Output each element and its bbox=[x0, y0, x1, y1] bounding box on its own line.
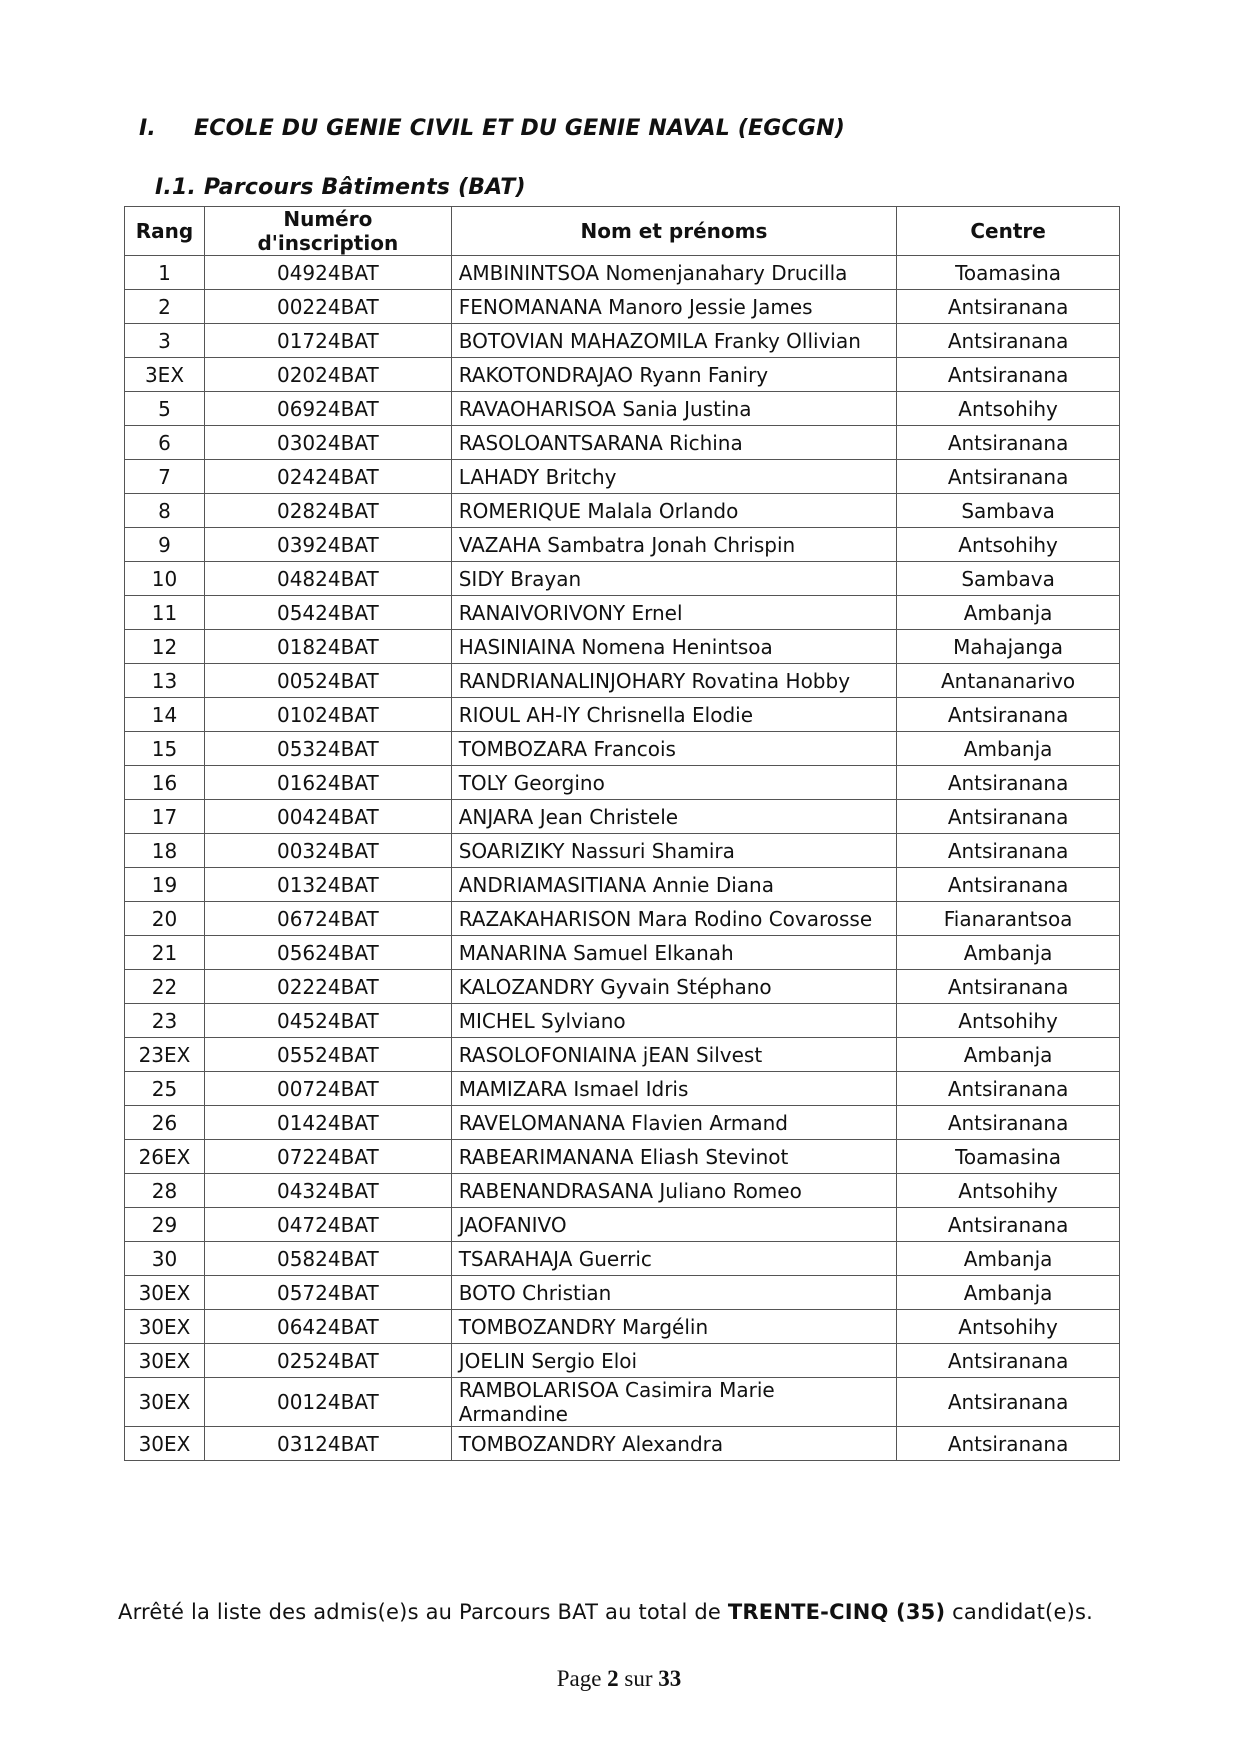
cell-rang: 1 bbox=[125, 256, 205, 290]
table-row bbox=[125, 324, 1120, 358]
table-row bbox=[125, 732, 1120, 766]
cell-numero-inscription: 04524BAT bbox=[204, 1004, 451, 1038]
cell-rang: 14 bbox=[125, 698, 205, 732]
cell-centre: Antsiranana bbox=[897, 834, 1120, 868]
cell-centre: Antsiranana bbox=[897, 358, 1120, 392]
table-row bbox=[125, 1208, 1120, 1242]
cell-nom-prenoms: RAVELOMANANA Flavien Armand bbox=[451, 1106, 896, 1140]
cell-centre: Toamasina bbox=[897, 1140, 1120, 1174]
cell-nom-prenoms: SOARIZIKY Nassuri Shamira bbox=[451, 834, 896, 868]
cell-nom-prenoms: RANAIVORIVONY Ernel bbox=[451, 596, 896, 630]
cell-numero-inscription: 03924BAT bbox=[204, 528, 451, 562]
table-row bbox=[125, 392, 1120, 426]
cell-centre: Antsiranana bbox=[897, 1106, 1120, 1140]
cell-numero-inscription: 01624BAT bbox=[204, 766, 451, 800]
section-heading bbox=[139, 116, 845, 141]
cell-centre: Antsohihy bbox=[897, 1004, 1120, 1038]
cell-rang: 25 bbox=[125, 1072, 205, 1106]
cell-nom-prenoms: TOMBOZANDRY Margélin bbox=[451, 1310, 896, 1344]
cell-nom-prenoms: TOMBOZARA Francois bbox=[451, 732, 896, 766]
table-row bbox=[125, 596, 1120, 630]
cell-numero-inscription: 06924BAT bbox=[204, 392, 451, 426]
cell-nom-prenoms: RAKOTONDRAJAO Ryann Faniry bbox=[451, 358, 896, 392]
page-number: 2 bbox=[607, 1666, 619, 1691]
cell-nom-prenoms: ROMERIQUE Malala Orlando bbox=[451, 494, 896, 528]
cell-nom-prenoms: RABEARIMANANA Eliash Stevinot bbox=[451, 1140, 896, 1174]
cell-nom-prenoms: FENOMANANA Manoro Jessie James bbox=[451, 290, 896, 324]
table-row bbox=[125, 1344, 1120, 1378]
cell-centre: Antsiranana bbox=[897, 1378, 1120, 1427]
table-row bbox=[125, 664, 1120, 698]
cell-rang: 30EX bbox=[125, 1344, 205, 1378]
cell-numero-inscription: 01024BAT bbox=[204, 698, 451, 732]
table-row bbox=[125, 766, 1120, 800]
cell-numero-inscription: 00124BAT bbox=[204, 1378, 451, 1427]
table-header-row bbox=[125, 207, 1120, 256]
cell-numero-inscription: 05524BAT bbox=[204, 1038, 451, 1072]
table-row bbox=[125, 528, 1120, 562]
cell-rang: 28 bbox=[125, 1174, 205, 1208]
cell-rang: 10 bbox=[125, 562, 205, 596]
cell-centre: Antsiranana bbox=[897, 1072, 1120, 1106]
cell-numero-inscription: 04324BAT bbox=[204, 1174, 451, 1208]
table-row bbox=[125, 698, 1120, 732]
cell-rang: 2 bbox=[125, 290, 205, 324]
cell-centre: Ambanja bbox=[897, 1242, 1120, 1276]
cell-rang: 13 bbox=[125, 664, 205, 698]
cell-numero-inscription: 02824BAT bbox=[204, 494, 451, 528]
table-row bbox=[125, 1004, 1120, 1038]
cell-nom-prenoms: HASINIAINA Nomena Henintsoa bbox=[451, 630, 896, 664]
page-footer bbox=[0, 1666, 1238, 1692]
cell-numero-inscription: 01824BAT bbox=[204, 630, 451, 664]
cell-rang: 19 bbox=[125, 868, 205, 902]
cell-rang: 30EX bbox=[125, 1276, 205, 1310]
cell-nom-prenoms: ANDRIAMASITIANA Annie Diana bbox=[451, 868, 896, 902]
cell-numero-inscription: 01424BAT bbox=[204, 1106, 451, 1140]
cell-nom-prenoms: TOLY Georgino bbox=[451, 766, 896, 800]
cell-centre: Antsiranana bbox=[897, 1344, 1120, 1378]
cell-nom-prenoms: VAZAHA Sambatra Jonah Chrispin bbox=[451, 528, 896, 562]
cell-numero-inscription: 00224BAT bbox=[204, 290, 451, 324]
table-row bbox=[125, 290, 1120, 324]
cell-numero-inscription: 06724BAT bbox=[204, 902, 451, 936]
page-word: Page bbox=[556, 1666, 602, 1691]
cell-nom-prenoms: MICHEL Sylviano bbox=[451, 1004, 896, 1038]
cell-nom-prenoms: RAZAKAHARISON Mara Rodino Covarosse bbox=[451, 902, 896, 936]
cell-nom-prenoms: RASOLOANTSARANA Richina bbox=[451, 426, 896, 460]
table-row bbox=[125, 1242, 1120, 1276]
cell-nom-prenoms: TSARAHAJA Guerric bbox=[451, 1242, 896, 1276]
table-row bbox=[125, 902, 1120, 936]
cell-numero-inscription: 01724BAT bbox=[204, 324, 451, 358]
cell-rang: 29 bbox=[125, 1208, 205, 1242]
cell-centre: Antsiranana bbox=[897, 426, 1120, 460]
cell-centre: Sambava bbox=[897, 562, 1120, 596]
cell-centre: Mahajanga bbox=[897, 630, 1120, 664]
cell-rang: 17 bbox=[125, 800, 205, 834]
cell-rang: 3 bbox=[125, 324, 205, 358]
cell-centre: Antsiranana bbox=[897, 460, 1120, 494]
cell-nom-prenoms: AMBININTSOA Nomenjanahary Drucilla bbox=[451, 256, 896, 290]
cell-nom-prenoms: RAMBOLARISOA Casimira Marie Armandine bbox=[451, 1378, 896, 1427]
cell-nom-prenoms: TOMBOZANDRY Alexandra bbox=[451, 1427, 896, 1461]
cell-nom-prenoms: JOELIN Sergio Eloi bbox=[451, 1344, 896, 1378]
cell-numero-inscription: 00724BAT bbox=[204, 1072, 451, 1106]
cell-numero-inscription: 02524BAT bbox=[204, 1344, 451, 1378]
cell-rang: 20 bbox=[125, 902, 205, 936]
cell-nom-prenoms: SIDY Brayan bbox=[451, 562, 896, 596]
cell-numero-inscription: 03024BAT bbox=[204, 426, 451, 460]
cell-nom-prenoms: RASOLOFONIAINA jEAN Silvest bbox=[451, 1038, 896, 1072]
table-row bbox=[125, 1276, 1120, 1310]
cell-rang: 9 bbox=[125, 528, 205, 562]
cell-numero-inscription: 05624BAT bbox=[204, 936, 451, 970]
header-rang: Rang bbox=[125, 207, 205, 256]
table-row bbox=[125, 630, 1120, 664]
cell-rang: 30EX bbox=[125, 1378, 205, 1427]
cell-numero-inscription: 02424BAT bbox=[204, 460, 451, 494]
cell-rang: 3EX bbox=[125, 358, 205, 392]
table-row bbox=[125, 1072, 1120, 1106]
cell-centre: Antsohihy bbox=[897, 392, 1120, 426]
cell-rang: 15 bbox=[125, 732, 205, 766]
table-row bbox=[125, 800, 1120, 834]
cell-nom-prenoms: RABENANDRASANA Juliano Romeo bbox=[451, 1174, 896, 1208]
cell-nom-prenoms: BOTOVIAN MAHAZOMILA Franky Ollivian bbox=[451, 324, 896, 358]
cell-centre: Ambanja bbox=[897, 596, 1120, 630]
cell-numero-inscription: 07224BAT bbox=[204, 1140, 451, 1174]
cell-rang: 18 bbox=[125, 834, 205, 868]
cell-numero-inscription: 05424BAT bbox=[204, 596, 451, 630]
cell-rang: 16 bbox=[125, 766, 205, 800]
cell-nom-prenoms: JAOFANIVO bbox=[451, 1208, 896, 1242]
closing-suffix: candidat(e)s. bbox=[945, 1600, 1093, 1624]
page-total: 33 bbox=[658, 1666, 682, 1691]
cell-rang: 30EX bbox=[125, 1310, 205, 1344]
cell-numero-inscription: 00424BAT bbox=[204, 800, 451, 834]
cell-rang: 22 bbox=[125, 970, 205, 1004]
cell-numero-inscription: 05324BAT bbox=[204, 732, 451, 766]
cell-numero-inscription: 05824BAT bbox=[204, 1242, 451, 1276]
cell-nom-prenoms: RAVAOHARISOA Sania Justina bbox=[451, 392, 896, 426]
header-centre: Centre bbox=[897, 207, 1120, 256]
table-row bbox=[125, 1106, 1120, 1140]
table-body bbox=[125, 256, 1120, 1461]
table-row bbox=[125, 834, 1120, 868]
cell-rang: 23 bbox=[125, 1004, 205, 1038]
cell-numero-inscription: 00524BAT bbox=[204, 664, 451, 698]
cell-nom-prenoms: RANDRIANALINJOHARY Rovatina Hobby bbox=[451, 664, 896, 698]
table-row bbox=[125, 1038, 1120, 1072]
cell-numero-inscription: 06424BAT bbox=[204, 1310, 451, 1344]
cell-numero-inscription: 02224BAT bbox=[204, 970, 451, 1004]
cell-nom-prenoms: MANARINA Samuel Elkanah bbox=[451, 936, 896, 970]
cell-rang: 11 bbox=[125, 596, 205, 630]
table-row bbox=[125, 936, 1120, 970]
cell-rang: 23EX bbox=[125, 1038, 205, 1072]
cell-numero-inscription: 00324BAT bbox=[204, 834, 451, 868]
cell-centre: Antsiranana bbox=[897, 1427, 1120, 1461]
cell-rang: 26 bbox=[125, 1106, 205, 1140]
cell-rang: 6 bbox=[125, 426, 205, 460]
cell-centre: Antsiranana bbox=[897, 766, 1120, 800]
cell-rang: 26EX bbox=[125, 1140, 205, 1174]
cell-centre: Toamasina bbox=[897, 256, 1120, 290]
cell-centre: Antsiranana bbox=[897, 1208, 1120, 1242]
header-numero-inscription: Numéro d'inscription bbox=[204, 207, 451, 256]
cell-centre: Antsiranana bbox=[897, 970, 1120, 1004]
cell-numero-inscription: 04824BAT bbox=[204, 562, 451, 596]
cell-rang: 12 bbox=[125, 630, 205, 664]
cell-nom-prenoms: LAHADY Britchy bbox=[451, 460, 896, 494]
cell-numero-inscription: 04924BAT bbox=[204, 256, 451, 290]
table-row bbox=[125, 970, 1120, 1004]
cell-rang: 8 bbox=[125, 494, 205, 528]
cell-numero-inscription: 02024BAT bbox=[204, 358, 451, 392]
cell-centre: Antsiranana bbox=[897, 800, 1120, 834]
table-row bbox=[125, 1427, 1120, 1461]
table-row bbox=[125, 256, 1120, 290]
cell-centre: Fianarantsoa bbox=[897, 902, 1120, 936]
section-title: ECOLE DU GENIE CIVIL ET DU GENIE NAVAL (EGCGN) bbox=[194, 116, 846, 141]
of-word: sur bbox=[624, 1666, 653, 1691]
table-row bbox=[125, 1310, 1120, 1344]
cell-centre: Sambava bbox=[897, 494, 1120, 528]
closing-prefix: Arrêté la liste des admis(e)s au Parcours BAT au total de bbox=[118, 1600, 728, 1624]
cell-centre: Ambanja bbox=[897, 732, 1120, 766]
cell-centre: Antsohihy bbox=[897, 1174, 1120, 1208]
cell-nom-prenoms: MAMIZARA Ismael Idris bbox=[451, 1072, 896, 1106]
cell-rang: 7 bbox=[125, 460, 205, 494]
cell-nom-prenoms: BOTO Christian bbox=[451, 1276, 896, 1310]
cell-numero-inscription: 03124BAT bbox=[204, 1427, 451, 1461]
cell-centre: Antsiranana bbox=[897, 868, 1120, 902]
table-row bbox=[125, 460, 1120, 494]
admitted-list-table bbox=[124, 206, 1120, 1461]
cell-numero-inscription: 05724BAT bbox=[204, 1276, 451, 1310]
table-row bbox=[125, 358, 1120, 392]
table-row bbox=[125, 426, 1120, 460]
table-row bbox=[125, 1140, 1120, 1174]
subsection-title: I.1. Parcours Bâtiments (BAT) bbox=[155, 175, 526, 200]
cell-centre: Antsohihy bbox=[897, 528, 1120, 562]
table-row bbox=[125, 1378, 1120, 1427]
cell-nom-prenoms: ANJARA Jean Christele bbox=[451, 800, 896, 834]
cell-numero-inscription: 01324BAT bbox=[204, 868, 451, 902]
cell-centre: Antananarivo bbox=[897, 664, 1120, 698]
closing-total: TRENTE-CINQ (35) bbox=[727, 1600, 946, 1624]
header-nom-prenoms: Nom et prénoms bbox=[451, 207, 896, 256]
cell-nom-prenoms: RIOUL AH-lY Chrisnella Elodie bbox=[451, 698, 896, 732]
cell-rang: 30 bbox=[125, 1242, 205, 1276]
cell-centre: Antsiranana bbox=[897, 290, 1120, 324]
cell-centre: Antsohihy bbox=[897, 1310, 1120, 1344]
section-number: I. bbox=[139, 116, 156, 141]
cell-centre: Ambanja bbox=[897, 1276, 1120, 1310]
cell-rang: 21 bbox=[125, 936, 205, 970]
closing-statement bbox=[118, 1600, 1093, 1624]
table-row bbox=[125, 1174, 1120, 1208]
cell-centre: Antsiranana bbox=[897, 698, 1120, 732]
cell-numero-inscription: 04724BAT bbox=[204, 1208, 451, 1242]
cell-rang: 5 bbox=[125, 392, 205, 426]
cell-nom-prenoms: KALOZANDRY Gyvain Stéphano bbox=[451, 970, 896, 1004]
cell-rang: 30EX bbox=[125, 1427, 205, 1461]
cell-centre: Ambanja bbox=[897, 1038, 1120, 1072]
table-row bbox=[125, 868, 1120, 902]
table-row bbox=[125, 562, 1120, 596]
cell-centre: Ambanja bbox=[897, 936, 1120, 970]
cell-centre: Antsiranana bbox=[897, 324, 1120, 358]
table-row bbox=[125, 494, 1120, 528]
